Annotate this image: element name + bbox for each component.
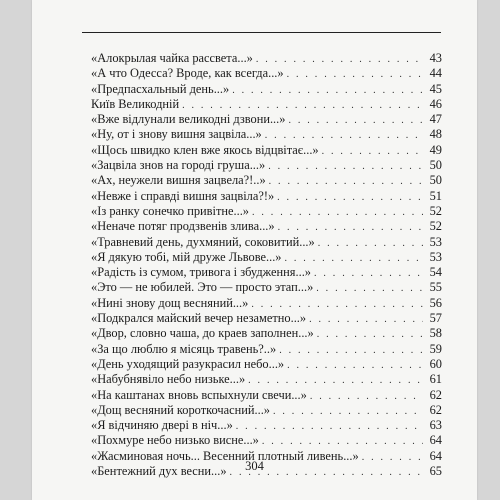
toc-entry	[91, 235, 442, 250]
toc-entry	[91, 173, 442, 188]
toc-leader-dots	[318, 236, 423, 251]
toc-entry-title: «Ну, от і знову вишня зацвіла...»	[91, 127, 262, 142]
toc-leader-dots	[316, 281, 423, 296]
toc-entry-title: «Вже відлунали великодні дзвони...»	[91, 112, 286, 127]
toc-leader-dots	[262, 434, 423, 449]
toc-leader-dots	[309, 312, 423, 327]
toc-entry	[91, 372, 442, 387]
page-number: 304	[245, 459, 264, 473]
toc-leader-dots	[251, 297, 423, 312]
toc-entry-title: «А что Одесса? Вроде, как всегда...»	[91, 66, 284, 81]
toc-leader-dots	[182, 98, 423, 113]
toc-entry	[91, 265, 442, 280]
toc-entry-title: «Травневий день, духмяний, соковитий...»	[91, 234, 315, 249]
toc-entry-title: «Подкрался майский вечер незаметно...»	[91, 311, 307, 326]
toc-leader-dots	[314, 266, 423, 281]
toc-entry-title: «Ах, неужели вишня зацвела?!..»	[91, 173, 266, 188]
toc-entry-page: 59	[429, 341, 442, 356]
toc-entry-page: 49	[429, 142, 442, 157]
toc-entry	[91, 280, 442, 295]
toc-entry	[91, 403, 442, 418]
toc-entry	[91, 127, 442, 142]
toc-entry-page: 43	[429, 51, 442, 65]
toc-entry-title: «Похмуре небо низько висне...»	[91, 433, 259, 448]
toc-entry	[91, 418, 442, 433]
table-of-contents	[91, 51, 442, 479]
toc-entry-page: 58	[429, 326, 442, 341]
toc-leader-dots	[273, 404, 423, 419]
toc-entry-title: «День уходящий разукрасил небо...»	[91, 356, 285, 371]
toc-entry-title: «Я відчиняю двері в ніч...»	[91, 418, 233, 433]
toc-leader-dots	[248, 373, 423, 388]
toc-entry-page: 61	[429, 372, 442, 387]
toc-entry-title: «За що люблю я місяць травень?..»	[91, 341, 277, 356]
toc-leader-dots	[232, 83, 423, 98]
toc-entry-page: 62	[429, 387, 442, 402]
toc-entry-title: «Нині знову дощ весняний...»	[91, 295, 249, 310]
toc-entry	[91, 189, 442, 204]
toc-entry-page: 47	[429, 112, 442, 127]
toc-leader-dots	[256, 52, 423, 67]
toc-leader-dots	[277, 190, 423, 205]
toc-entry-page: 60	[429, 356, 442, 371]
toc-entry	[91, 82, 442, 97]
toc-entry-title: «Із ранку сонечко привітне...»	[91, 203, 249, 218]
toc-entry	[91, 296, 442, 311]
toc-entry	[91, 97, 442, 112]
toc-leader-dots	[310, 389, 423, 404]
toc-entry-page: 62	[429, 402, 442, 417]
toc-leader-dots	[265, 128, 423, 143]
toc-entry-title: «Я дякую тобі, мій друже Львове...»	[91, 249, 282, 264]
toc-entry-title: Київ Великодній	[91, 96, 180, 111]
toc-entry-page: 65	[429, 464, 442, 479]
toc-entry	[91, 143, 442, 158]
toc-entry-page: 54	[429, 265, 442, 280]
toc-entry-page: 45	[429, 81, 442, 96]
toc-entry-page: 64	[429, 448, 442, 463]
toc-entry-page: 55	[429, 280, 442, 295]
toc-entry-title: «Неначе потяг продзвенів злива...»	[91, 219, 275, 234]
toc-entry	[91, 51, 442, 66]
toc-entry	[91, 388, 442, 403]
header-rule	[82, 32, 441, 33]
toc-entry-title: «Невже і справді вишня зацвіла?!»	[91, 188, 275, 203]
toc-entry	[91, 250, 442, 265]
toc-entry-title: «Радість із сумом, тривога і збудження...»	[91, 265, 311, 280]
toc-entry	[91, 311, 442, 326]
toc-entry-title: «Это — не юбилей. Это — просто этап...»	[91, 280, 314, 295]
toc-entry-page: 52	[429, 203, 442, 218]
toc-entry-title: «Предпасхальный день...»	[91, 81, 230, 96]
toc-entry-page: 56	[429, 295, 442, 310]
toc-entry	[91, 158, 442, 173]
toc-leader-dots	[268, 159, 423, 174]
book-page	[32, 0, 477, 500]
toc-entry-page: 46	[429, 96, 442, 111]
toc-entry-title: «Жасминовая ночь... Весенний плотный ливень...»	[91, 448, 359, 463]
toc-entry	[91, 219, 442, 234]
toc-entry	[91, 433, 442, 448]
toc-leader-dots	[269, 174, 423, 189]
toc-entry-title: «Алокрылая чайка рассвета...»	[91, 51, 253, 65]
toc-entry-page: 64	[429, 433, 442, 448]
toc-entry	[91, 326, 442, 341]
toc-entry-page: 50	[429, 173, 442, 188]
toc-entry	[91, 342, 442, 357]
toc-entry-page: 48	[429, 127, 442, 142]
toc-entry	[91, 357, 442, 372]
toc-entry-page: 53	[429, 234, 442, 249]
toc-entry-page: 52	[429, 219, 442, 234]
toc-entry-title: «Зацвіла знов на городі груша...»	[91, 158, 266, 173]
toc-entry-title: «Набубнявіло небо низьке...»	[91, 372, 246, 387]
toc-leader-dots	[236, 419, 423, 434]
toc-leader-dots	[285, 251, 424, 266]
toc-entry-title: «Щось швидко клен вже якось відцвітає...»	[91, 142, 319, 157]
toc-leader-dots	[287, 358, 423, 373]
toc-leader-dots	[322, 144, 423, 159]
toc-entry-page: 63	[429, 418, 442, 433]
toc-entry-page: 51	[429, 188, 442, 203]
toc-leader-dots	[287, 67, 423, 82]
toc-entry-page: 44	[429, 66, 442, 81]
toc-entry-page: 50	[429, 158, 442, 173]
toc-leader-dots	[279, 343, 423, 358]
toc-entry-title: «Бентежний дух весни...»	[91, 464, 227, 479]
toc-leader-dots	[288, 113, 423, 128]
toc-entry-title: «Дощ весняний короткочасний...»	[91, 402, 270, 417]
toc-entry-page: 53	[429, 249, 442, 264]
toc-entry	[91, 112, 442, 127]
toc-entry-page: 57	[429, 311, 442, 326]
toc-leader-dots	[317, 327, 423, 342]
toc-entry-title: «На каштанах вновь вспыхнули свечи...»	[91, 387, 307, 402]
toc-entry-title: «Двор, словно чаша, до краев заполнен...»	[91, 326, 314, 341]
toc-leader-dots	[252, 205, 423, 220]
toc-leader-dots	[278, 220, 423, 235]
toc-entry	[91, 204, 442, 219]
toc-entry	[91, 66, 442, 81]
